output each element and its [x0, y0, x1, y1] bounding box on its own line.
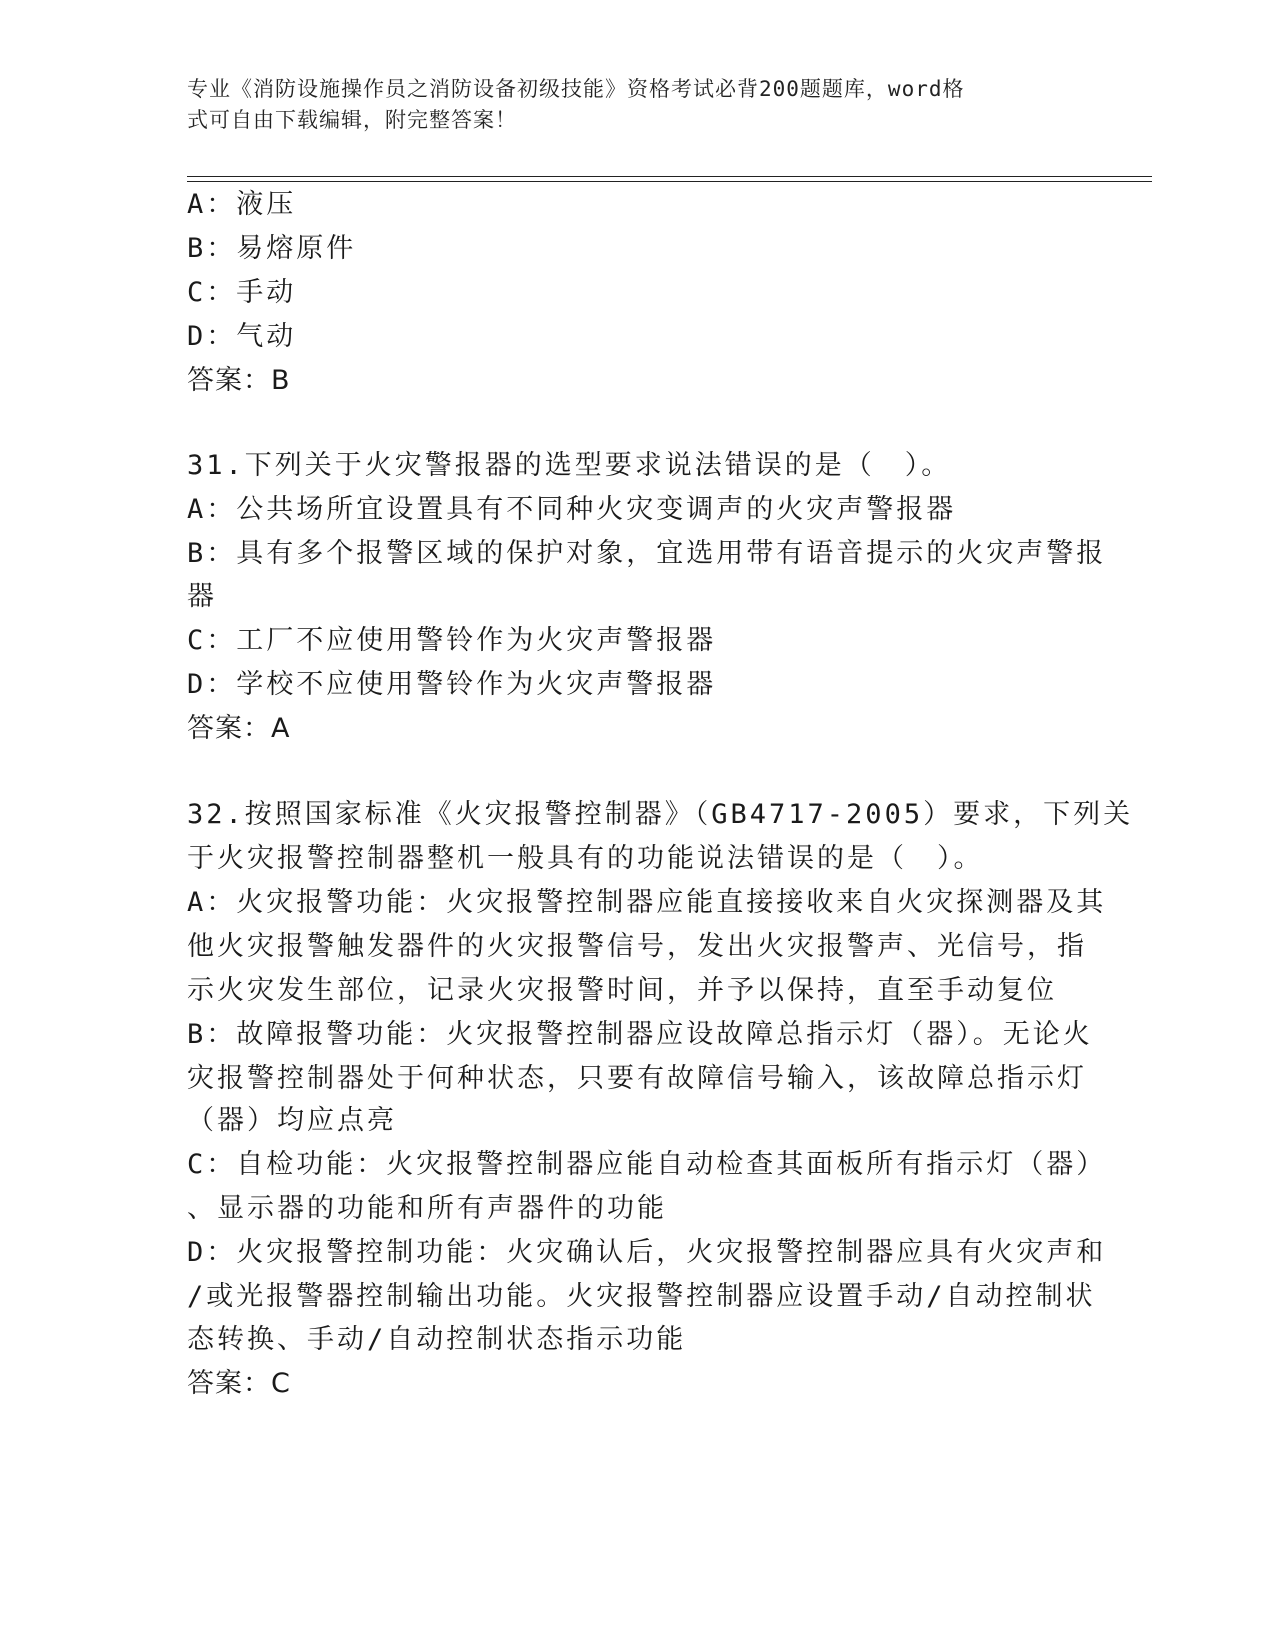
q31-option-d: D：学校不应使用警铃作为火灾声警报器: [187, 669, 717, 700]
q32-option-b-line-3: （器）均应点亮: [187, 1105, 397, 1136]
q30-option-b: B：易熔原件: [187, 233, 357, 264]
header-line-1: 专业《消防设施操作员之消防设备初级技能》资格考试必背200题题库，word格: [187, 77, 965, 101]
q31-answer: 答案：A: [187, 713, 291, 744]
q32-option-a-line-2: 他火灾报警触发器件的火灾报警信号，发出火灾报警声、光信号，指: [187, 931, 1087, 962]
q32-option-a-line-3: 示火灾发生部位，记录火灾报警时间，并予以保持，直至手动复位: [187, 975, 1057, 1006]
q31-option-c: C：工厂不应使用警铃作为火灾声警报器: [187, 625, 717, 656]
q30-option-d: D：气动: [187, 321, 297, 352]
q30-answer: 答案：B: [187, 365, 291, 396]
q32-option-a-line-1: A：火灾报警功能：火灾报警控制器应能直接接收来自火灾探测器及其: [187, 887, 1107, 918]
q32-option-b-line-1: B：故障报警功能：火灾报警控制器应设故障总指示灯（器）。无论火: [187, 1019, 1093, 1050]
q32-option-d-line-3: 态转换、手动/自动控制状态指示功能: [187, 1324, 687, 1355]
q31-option-a: A：公共场所宜设置具有不同种火灾变调声的火灾声警报器: [187, 494, 957, 525]
q32-option-d-line-2: /或光报警器控制输出功能。火灾报警控制器应设置手动/自动控制状: [187, 1281, 1096, 1312]
q30-option-a: A：液压: [187, 189, 297, 220]
q32-option-b-line-2: 灾报警控制器处于何种状态，只要有故障信号输入，该故障总指示灯: [187, 1063, 1087, 1094]
document-header: [187, 74, 1067, 136]
q32-question-line-2: 于火灾报警控制器整机一般具有的功能说法错误的是（ ）。: [187, 843, 984, 874]
q30-option-c: C：手动: [187, 277, 297, 308]
header-divider-top: [187, 176, 1152, 177]
q32-answer: 答案：C: [187, 1368, 291, 1399]
q32-question-line-1: 32.按照国家标准《火灾报警控制器》（GB4717-2005）要求，下列关: [187, 799, 1134, 830]
q31-question: 31.下列关于火灾警报器的选型要求说法错误的是（ ）。: [187, 450, 952, 481]
q32-option-d-line-1: D：火灾报警控制功能：火灾确认后，火灾报警控制器应具有火灾声和: [187, 1237, 1107, 1268]
header-line-2: 式可自由下载编辑，附完整答案！: [187, 108, 517, 132]
q31-option-b-line-2: 器: [187, 581, 217, 612]
header-divider-bottom: [187, 181, 1152, 182]
q31-option-b-line-1: B：具有多个报警区域的保护对象，宜选用带有语音提示的火灾声警报: [187, 538, 1107, 569]
q32-option-c-line-2: 、显示器的功能和所有声器件的功能: [187, 1193, 667, 1224]
q32-option-c-line-1: C：自检功能：火灾报警控制器应能自动检查其面板所有指示灯（器）: [187, 1149, 1107, 1180]
